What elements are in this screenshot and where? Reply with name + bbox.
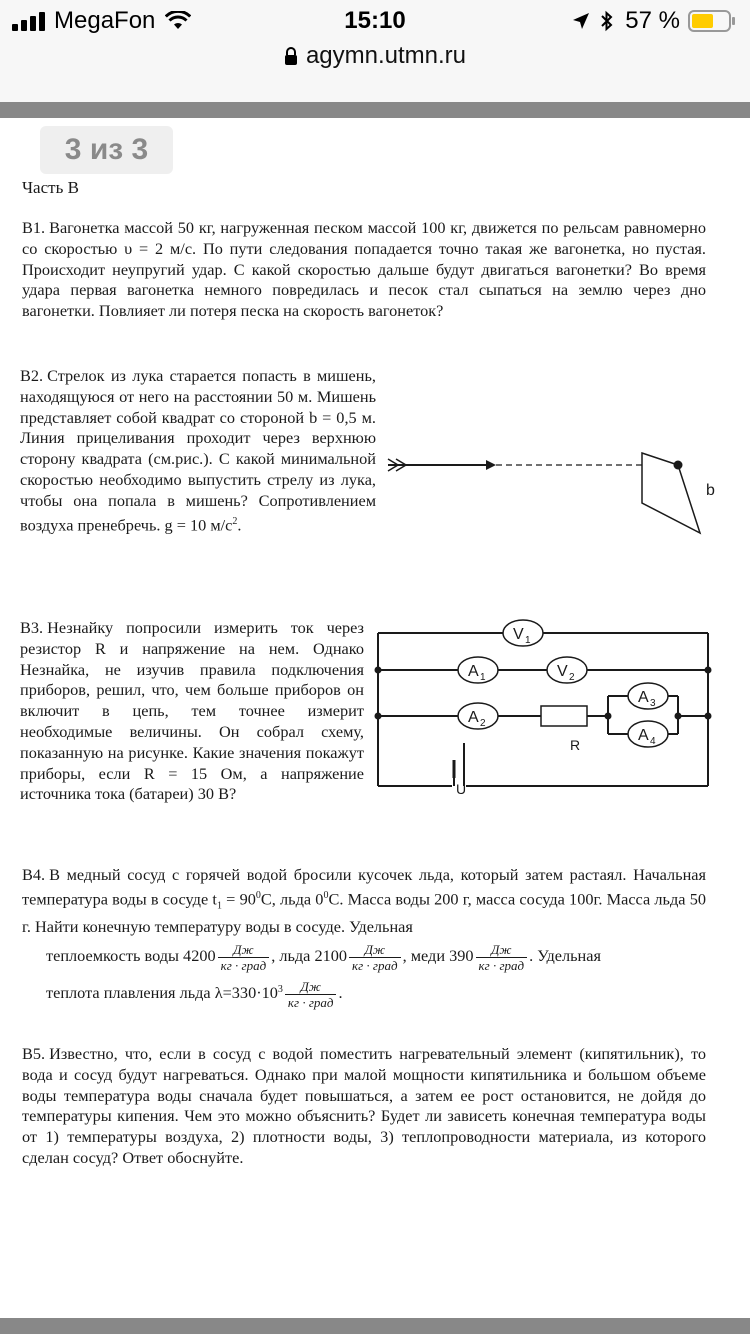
problem-text: теплоемкость воды 4200 (46, 946, 216, 966)
problem-text: Вагонетка массой 50 кг, нагруженная песком массой 100 кг, движется по рельсам равномерно со скоростью υ = 2 м/с. По пути следования попадается точно такая же вагонетка, но пустая. Происходит неупругий удар. С какой скоростью дальше будут двигаться вагонетки? Во время удара первая вагонетка немного повредилась и песок стал сыпаться на землю через дно вагонетки. Повлияет ли потеря песка на скорость вагонеток? (22, 218, 706, 321)
problem-label: В1. (22, 218, 46, 237)
meter-a1 (458, 657, 498, 683)
arrow-target-figure (386, 445, 726, 545)
problem-b3 (20, 618, 364, 805)
battery-icon (688, 10, 736, 32)
location-icon (571, 11, 591, 31)
unit-fraction: $\frac{Дж}{\text{кг · град}}$ (218, 942, 270, 973)
problem-b4-line3 (22, 979, 706, 1010)
problem-text: , льда 2100 (271, 946, 348, 966)
problem-text: = 90 (221, 889, 256, 909)
unit-fraction: $\frac{Дж}{\text{кг · град}}$ (349, 942, 401, 973)
svg-text:A: A (638, 727, 649, 744)
problem-b5 (22, 1044, 706, 1169)
svg-text:V: V (557, 663, 568, 680)
svg-text:A: A (468, 663, 479, 680)
meter-a3 (628, 683, 668, 709)
source-label: U (456, 781, 467, 797)
page-bottom-edge (0, 1318, 750, 1334)
problem-text: С, льда 0 (260, 889, 324, 909)
unit-fraction: $\frac{Дж}{\text{кг · град}}$ (476, 942, 528, 973)
svg-text:1: 1 (525, 635, 531, 646)
page-indicator: 3 из 3 (40, 126, 173, 174)
problem-text: . (338, 983, 343, 1003)
meter-v2 (547, 657, 587, 683)
problem-label: В3. (20, 618, 44, 637)
aim-point (674, 461, 683, 470)
bluetooth-icon (599, 10, 615, 32)
circuit-diagram (370, 608, 720, 798)
problem-text: В медный сосуд с горячей водой бросили кусочек льда, который затем растаял. Начальная температура воды в сосуде t (22, 865, 706, 909)
meter-a4 (628, 721, 668, 747)
subscript: 1 (216, 900, 222, 912)
problem-text: Незнайку попросили измерить ток через резистор R и напряжение на нем. Однако Незнайка, не изучив правила подключения приборов, решил, что, чем больше приборов он включит в цепь, тем точнее измерит необходимые величины. Он собрал схему, показанную на рисунке. Какие значения покажут приборы, если R = 15 Ом, а напряжение источника тока (батареи) 30 В? (20, 618, 364, 804)
lock-icon (284, 47, 298, 65)
svg-text:V: V (513, 626, 524, 643)
section-title: Часть В (22, 178, 79, 197)
problem-text: Стрелок из лука старается попасть в мишень, находящуюся от него на расстоянии 50 м. Мишень представляет собой квадрат со стороной b = 0,5 м. Линия прицеливания проходит через верхнюю сторону квадрата (см.рис.). С какой минимальной скоростью необходимо выпустить стрелу из лука, чтобы она попала в мишень? Сопротивлением воздуха пренебречь. g = 10 м/с (20, 366, 376, 534)
problem-b1 (22, 218, 706, 322)
problem-text: . Удельная (529, 946, 601, 966)
problem-label: В5. (22, 1044, 46, 1063)
problem-text: Известно, что, если в сосуд с водой поместить нагревательный элемент (кипятильник), то вода и сосуд будут нагреваться. Однако при малой мощности кипятильника и большом объеме воды температура воды сначала будет повышаться, а затем ее рост остановится, не дойдя до температуры кипения. Чем это можно объяснить? Будет ли зависеть конечная температура воды от 1) температуры воздуха, 2) плотности воды, 3) теплопроводности материала, из которого сделан сосуд? Ответ обоснуйте. (22, 1044, 706, 1167)
problem-text: С. Масса воды 200 г, масса сосуда 100г. Масса льда 50 г. Найти конечную температуру воды в сосуде. Удельная (22, 889, 706, 937)
problem-b4 (22, 865, 706, 1010)
svg-text:A: A (638, 689, 649, 706)
unit-fraction: $\frac{Дж}{\text{кг · град}}$ (285, 979, 337, 1010)
arrow-head (486, 460, 496, 470)
svg-text:3: 3 (650, 698, 656, 709)
problem-text-tail: . (237, 515, 242, 534)
problem-text: теплота плавления льда λ=330·10 (46, 983, 278, 1003)
page-top-edge (0, 102, 750, 118)
toolbar-spacer (0, 82, 750, 102)
svg-text:1: 1 (480, 672, 486, 683)
problem-label: В2. (20, 366, 44, 385)
problem-b4-line2 (22, 942, 706, 973)
carrier-name: MegaFon (54, 7, 156, 34)
resistor-label: R (570, 737, 581, 753)
degree-sup: 0 (323, 889, 329, 901)
problem-text: , меди 390 (402, 946, 474, 966)
resistor (541, 706, 587, 753)
svg-text:4: 4 (650, 736, 656, 747)
target-square (642, 453, 700, 533)
exponent: 3 (277, 983, 283, 995)
problem-b4-para1 (22, 865, 706, 938)
meter-a2 (458, 703, 498, 729)
side-label: b (706, 482, 715, 499)
svg-text:2: 2 (480, 718, 486, 729)
url-text: agymn.utmn.ru (305, 42, 467, 69)
exponent: 2 (232, 515, 238, 527)
clock: 15:10 (344, 7, 406, 34)
problem-label: В4. (22, 865, 46, 884)
status-bar (0, 0, 750, 42)
svg-text:A: A (468, 709, 479, 726)
degree-sup: 0 (255, 889, 261, 901)
svg-text:2: 2 (569, 672, 575, 683)
address-bar[interactable] (0, 42, 750, 82)
battery-percent: 57 % (625, 7, 680, 34)
meter-v1 (503, 620, 543, 646)
problem-b2 (20, 366, 376, 536)
